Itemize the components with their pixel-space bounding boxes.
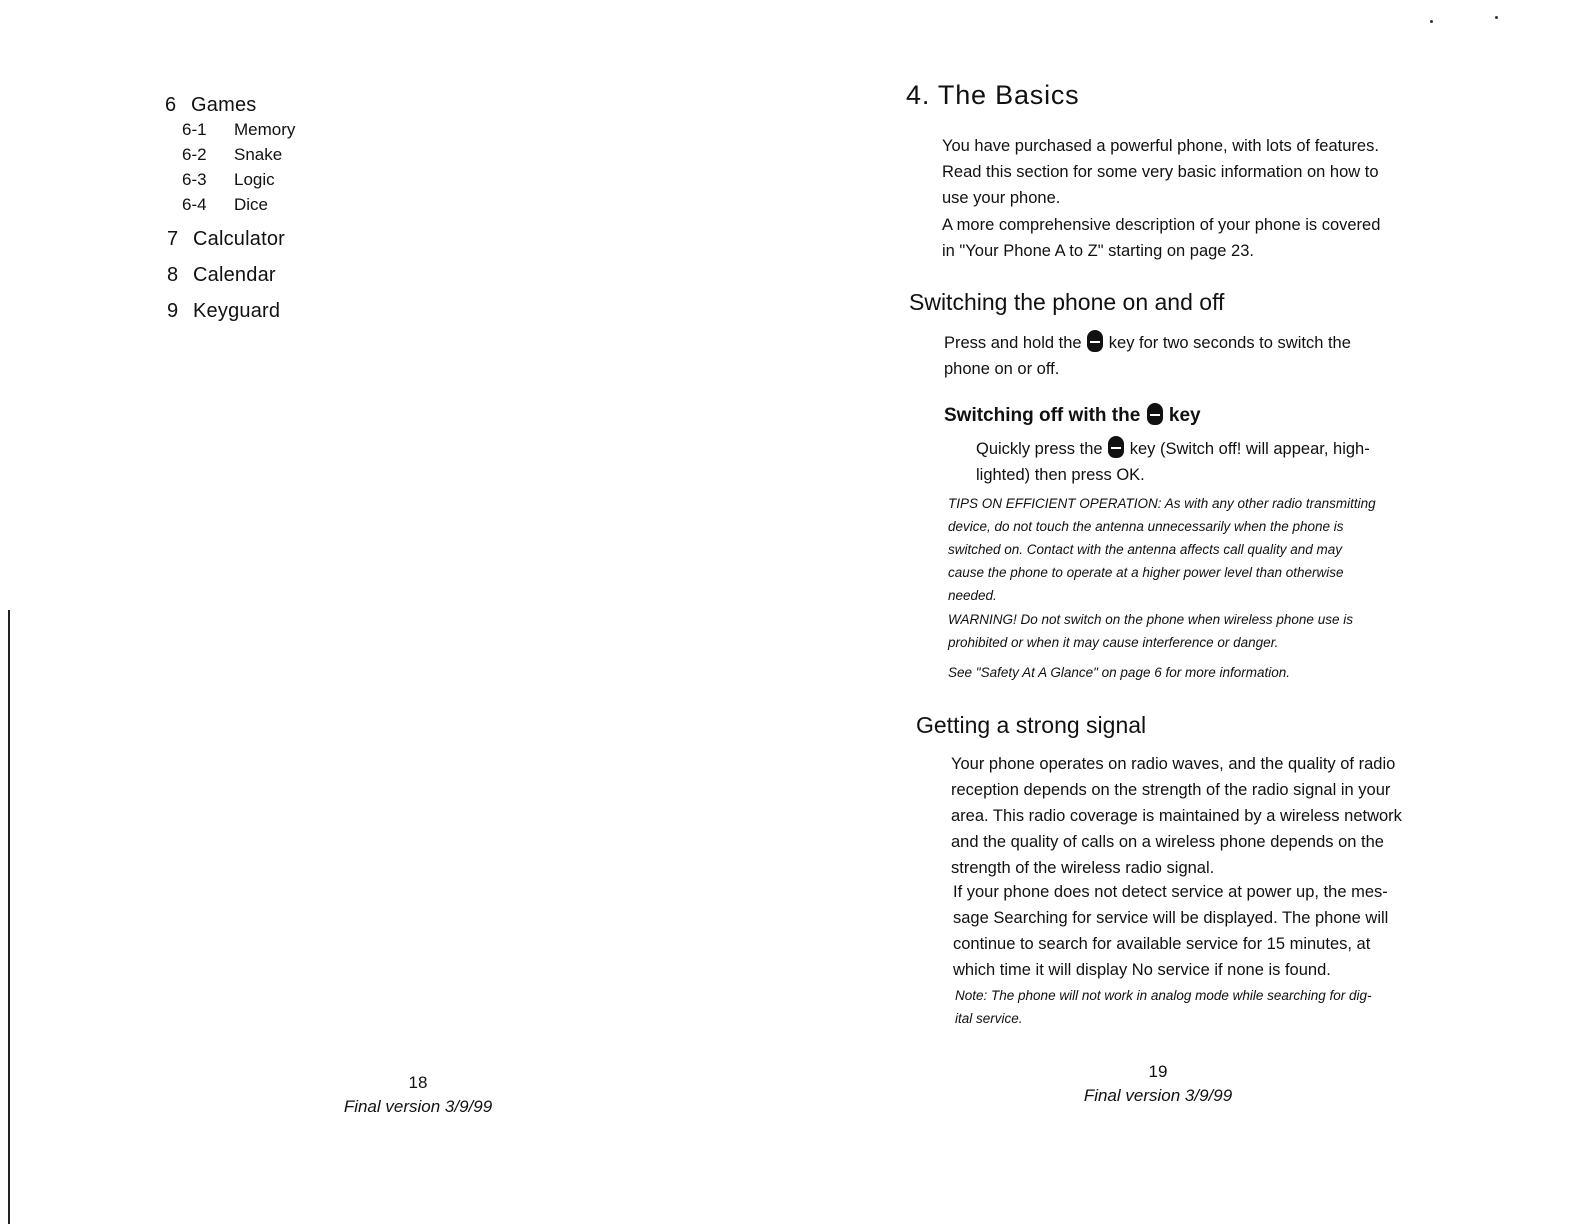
analog-note	[955, 984, 1425, 1030]
signal-paragraph-1	[951, 751, 1421, 881]
text-line	[976, 436, 1406, 462]
submenu-number: 6-1	[182, 120, 207, 139]
page-number: 19	[1148, 1062, 1168, 1081]
text-fragment: Press and hold the	[944, 334, 1082, 352]
submenu-number: 6-2	[182, 145, 207, 164]
text-fragment: key	[1168, 405, 1201, 426]
menu-item-calculator	[167, 228, 285, 251]
text-line: TIPS ON EFFICIENT OPERATION: As with any other radio transmitting	[948, 496, 1376, 511]
submenu-item-snake	[182, 145, 282, 165]
text-line: Note: The phone will not work in analog mode while searching for dig-	[955, 988, 1372, 1003]
power-end-key-icon	[1147, 403, 1163, 425]
text-line: If your phone does not detect service at power up, the mes-	[953, 883, 1388, 901]
version-label: Final version 3/9/99	[1083, 1086, 1233, 1105]
text-line: needed.	[948, 588, 997, 603]
text-line: lighted) then press OK.	[976, 466, 1145, 484]
section-heading-signal: Getting a strong signal	[916, 712, 1147, 738]
text-line: device, do not touch the antenna unnecessarily when the phone is	[948, 519, 1344, 534]
text-line: reception depends on the strength of the radio signal in your	[951, 781, 1391, 799]
chapter-title: 4. The Basics	[906, 80, 1080, 110]
menu-item-calendar	[167, 264, 276, 287]
menu-item-games	[165, 94, 256, 117]
version-label: Final version 3/9/99	[343, 1097, 493, 1116]
menu-item-label: Calculator	[193, 228, 286, 250]
submenu-item-logic	[182, 170, 275, 190]
intro-paragraph-2	[942, 212, 1412, 264]
menu-item-label: Calendar	[193, 264, 276, 286]
power-end-key-icon	[1087, 330, 1103, 352]
text-line: and the quality of calls on a wireless phone depends on the	[951, 833, 1384, 851]
submenu-number: 6-4	[182, 195, 207, 214]
menu-item-keyguard	[167, 300, 280, 323]
text-fragment: Switching off with the	[944, 405, 1141, 426]
power-end-key-icon	[1108, 436, 1124, 458]
menu-item-number: 7	[167, 228, 179, 250]
submenu-label: Snake	[234, 145, 283, 164]
switching-paragraph	[944, 330, 1414, 382]
text-line: Your phone operates on radio waves, and the quality of radio	[951, 755, 1396, 773]
text-line: use your phone.	[942, 189, 1061, 207]
text-line: Read this section for some very basic information on how to	[942, 163, 1379, 181]
signal-paragraph-2	[953, 879, 1423, 983]
warning-note	[948, 608, 1418, 654]
submenu-label: Dice	[234, 195, 269, 214]
text-line: which time it will display No service if none is found.	[953, 961, 1331, 979]
submenu-item-memory	[182, 120, 295, 140]
page-number: 18	[408, 1073, 428, 1092]
text-line: in "Your Phone A to Z" starting on page 23.	[942, 242, 1254, 260]
see-also-note: See "Safety At A Glance" on page 6 for more information.	[948, 665, 1291, 680]
text-line: sage Searching for service will be displayed. The phone will	[953, 909, 1389, 927]
menu-item-number: 6	[165, 94, 177, 116]
text-line: ital service.	[955, 1011, 1023, 1026]
submenu-number: 6-3	[182, 170, 207, 189]
text-fragment: key for two seconds to switch the	[1108, 334, 1351, 352]
menu-item-number: 9	[167, 300, 179, 322]
scan-edge-line	[8, 610, 10, 1224]
submenu-label: Memory	[234, 120, 296, 139]
text-line: A more comprehensive description of your phone is covered	[942, 216, 1381, 234]
text-line: You have purchased a powerful phone, with lots of features.	[942, 137, 1379, 155]
text-line: cause the phone to operate at a higher power level than otherwise	[948, 565, 1344, 580]
text-fragment: key (Switch off! will appear, high-	[1129, 440, 1370, 458]
intro-paragraph	[942, 133, 1412, 211]
text-line	[944, 330, 1414, 356]
scan-speck	[1430, 20, 1433, 23]
submenu-item-dice	[182, 195, 268, 215]
switch-off-paragraph	[976, 436, 1406, 488]
text-line: WARNING! Do not switch on the phone when wireless phone use is	[948, 612, 1353, 627]
menu-item-label: Keyguard	[193, 300, 281, 322]
text-line: phone on or off.	[944, 360, 1060, 378]
scan-speck	[1495, 16, 1498, 19]
menu-item-label: Games	[191, 94, 257, 116]
text-line: strength of the wireless radio signal.	[951, 859, 1215, 877]
text-line: area. This radio coverage is maintained by a wireless network	[951, 807, 1402, 825]
text-fragment: Quickly press the	[976, 440, 1103, 458]
text-line: continue to search for available service for 15 minutes, at	[953, 935, 1371, 953]
tips-note	[948, 492, 1418, 607]
submenu-label: Logic	[234, 170, 275, 189]
section-heading-switching: Switching the phone on and off	[909, 289, 1225, 315]
menu-item-number: 8	[167, 264, 179, 286]
subsection-heading-switch-off	[944, 403, 1201, 427]
text-line: switched on. Contact with the antenna affects call quality and may	[948, 542, 1342, 557]
text-line: prohibited or when it may cause interference or danger.	[948, 635, 1279, 650]
